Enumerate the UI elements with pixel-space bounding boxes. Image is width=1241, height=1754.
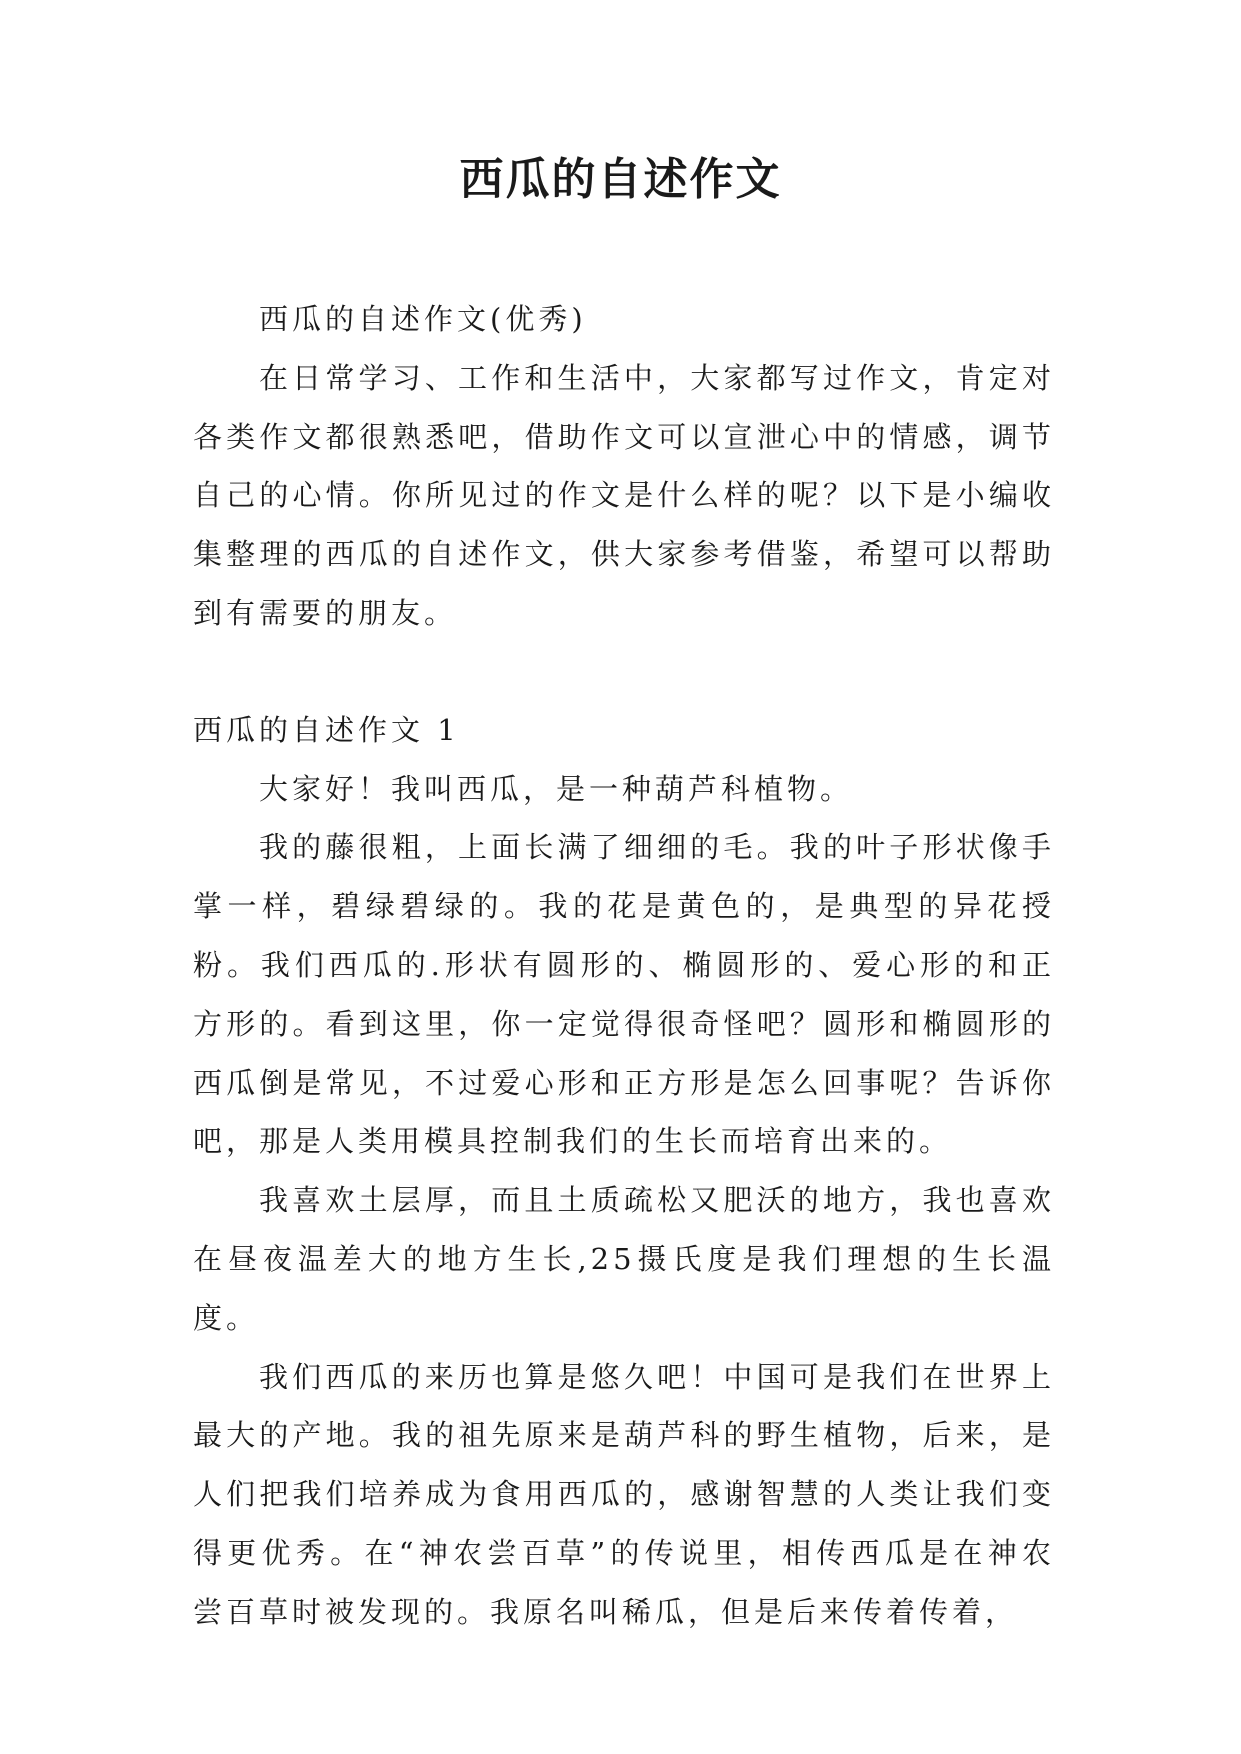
section-heading: 西瓜的自述作文 1 — [193, 712, 460, 747]
body-paragraph: 我们西瓜的来历也算是悠久吧！中国可是我们在世界上最大的产地。我的祖先原来是葫芦科的野生植物，后来，是人们把我们培养成为食用西瓜的，感谢智慧的人类让我们变得更优秀。在“神农尝百草”的传说里，相传西瓜是在神农尝百草时被发现的。我原名叫稀瓜，但是后来传着传着， — [193, 1359, 1055, 1629]
body-paragraph: 大家好！我叫西瓜，是一种葫芦科植物。 — [259, 771, 854, 806]
document-subtitle: 西瓜的自述作文(优秀) — [259, 302, 587, 336]
body-paragraph: 我的藤很粗，上面长满了细细的毛。我的叶子形状像手掌一样，碧绿碧绿的。我的花是黄色的，是典型的异花授粉。我们西瓜的.形状有圆形的、椭圆形的、爱心形的和正方形的。看到这里，你一定觉得很奇怪吧？圆形和椭圆形的西瓜倒是常见，不过爱心形和正方形是怎么回事呢？告诉你吧，那是人类用模具控制我们的生长而培育出来的。 — [193, 830, 1055, 1159]
document-body — [193, 290, 1055, 1642]
intro-paragraph: 在日常学习、工作和生活中，大家都写过作文，肯定对各类作文都很熟悉吧，借助作文可以宣泄心中的情感，调节自己的心情。你所见过的作文是什么样的呢？以下是小编收集整理的西瓜的自述作文，供大家参考借鉴，希望可以帮助到有需要的朋友。 — [193, 360, 1055, 630]
body-paragraph: 我喜欢土层厚，而且土质疏松又肥沃的地方，我也喜欢在昼夜温差大的地方生长,25摄氏度是我们理想的生长温度。 — [193, 1183, 1055, 1335]
document-title: 西瓜的自述作文 — [459, 154, 782, 205]
